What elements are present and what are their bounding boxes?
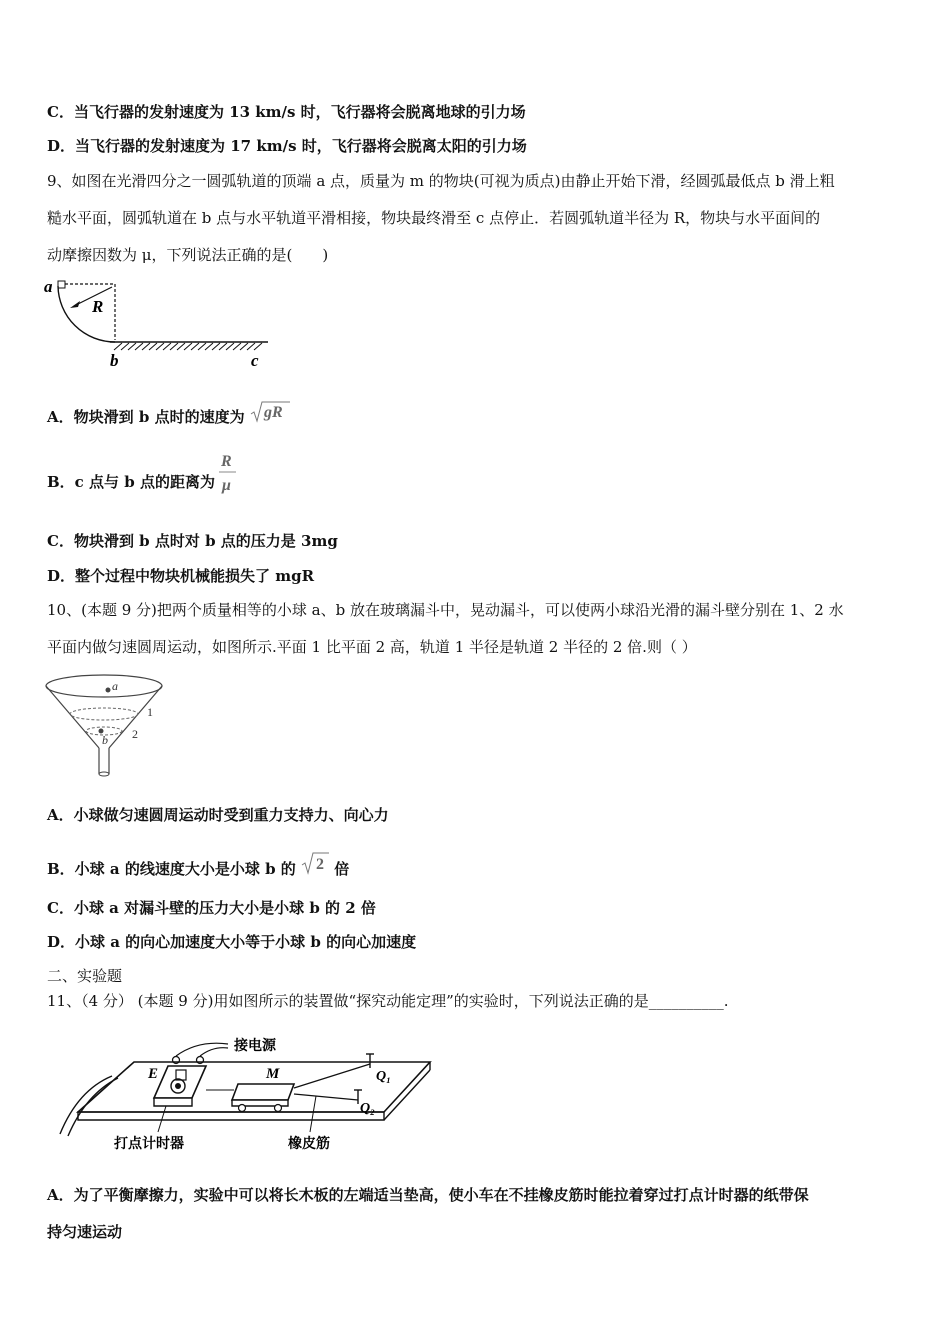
q10-stem-line-1: 10、(本题 9 分)把两个质量相等的小球 a、b 放在玻璃漏斗中，晃动漏斗，可以使两小球沿光滑的漏斗壁分别在 1、2 水 [47, 601, 844, 619]
q9-fig-label-R: R [92, 297, 104, 316]
sqrt-gR-radicand: gR [263, 404, 283, 421]
sqrt-2-radicand: 2 [316, 856, 325, 873]
q9-option-a-text: A．物块滑到 b 点时的速度为 [47, 408, 245, 426]
q10-fig-label-1: 1 [147, 705, 153, 719]
q9-stem-line-2: 糙水平面，圆弧轨道在 b 点与水平轨道平滑相接，物块最终滑至 c 点停止．若圆弧轨道半径为 R，物块与水平面间的 [47, 209, 821, 227]
q11-fig-label-timer: 打点计时器 [114, 1137, 184, 1152]
q10-fig-label-a: a [112, 679, 118, 693]
q10-option-a: A．小球做匀速圆周运动时受到重力支持力、向心力 [47, 806, 389, 824]
q9-fig-label-b: b [110, 351, 119, 370]
q9-stem-line-1: 9、如图在光滑四分之一圆弧轨道的顶端 a 点，质量为 m 的物块(可视为质点)由静止开始下滑，经圆弧最低点 b 滑上粗 [47, 172, 835, 190]
q9-option-b [47, 453, 232, 494]
q11-fig-label-Q1: Q₁ [376, 1069, 391, 1084]
q8-option-c: C．当飞行器的发射速度为 13 km/s 时，飞行器将会脱离地球的引力场 [47, 103, 526, 121]
q8-option-d: D．当飞行器的发射速度为 17 km/s 时，飞行器将会脱离太阳的引力场 [47, 137, 527, 155]
q9-option-b-text: B．c 点与 b 点的距离为 [47, 473, 215, 491]
q9-option-d: D．整个过程中物块机械能损失了 mgR [47, 567, 315, 585]
q9-option-a [47, 400, 290, 427]
q11-fig-label-Q2: Q₂ [360, 1101, 375, 1116]
q11-apparatus-figure [48, 1026, 440, 1156]
q9-stem-line-3: 动摩擦因数为 μ，下列说法正确的是( ) [47, 246, 329, 264]
q10-fig-label-b: b [102, 733, 108, 747]
q10-fig-label-2: 2 [132, 727, 138, 741]
sqrt-gR [250, 400, 290, 427]
q10-option-b-suffix: 倍 [334, 860, 350, 878]
q11-fig-label-band: 橡皮筋 [288, 1137, 330, 1152]
q11-option-a-line-2: 持匀速运动 [47, 1223, 123, 1241]
section-heading-experiment: 二、实验题 [47, 967, 123, 985]
q10-option-b-text: B．小球 a 的线速度大小是小球 b 的 [47, 860, 296, 878]
q10-option-d: D．小球 a 的向心加速度大小等于小球 b 的向心加速度 [47, 933, 417, 951]
q11-fig-label-power: 接电源 [234, 1039, 276, 1054]
q11-fig-label-M: M [266, 1066, 280, 1082]
q9-option-c: C．物块滑到 b 点时对 b 点的压力是 3mg [47, 532, 338, 550]
fraction-numerator: R [221, 453, 232, 470]
q11-fig-label-E: E [148, 1066, 159, 1082]
q10-option-c: C．小球 a 对漏斗壁的压力大小是小球 b 的 2 倍 [47, 899, 376, 917]
q9-arc-track-figure [40, 276, 280, 372]
fraction-R-over-mu [217, 448, 239, 500]
q10-option-b [47, 850, 349, 879]
q11-stem: 11、（4 分） (本题 9 分)用如图所示的装置做“探究动能定理”的实验时，下列说法正确的是__________. [47, 992, 729, 1010]
fraction-denominator: μ [222, 477, 231, 494]
q9-fig-label-c: c [251, 351, 259, 370]
sqrt-sign-icon [250, 400, 290, 424]
q10-funnel-figure [44, 668, 174, 782]
q9-fig-label-a: a [44, 277, 53, 296]
q11-option-a-line-1: A．为了平衡摩擦力，实验中可以将长木板的左端适当垫高，使小车在不挂橡皮筋时能拉着穿过打点计时器的纸带保 [47, 1186, 809, 1204]
sqrt-2 [301, 850, 329, 876]
q10-stem-line-2: 平面内做匀速圆周运动，如图所示.平面 1 比平面 2 高，轨道 1 半径是轨道 2 半径的 2 倍.则（ ） [47, 638, 697, 656]
